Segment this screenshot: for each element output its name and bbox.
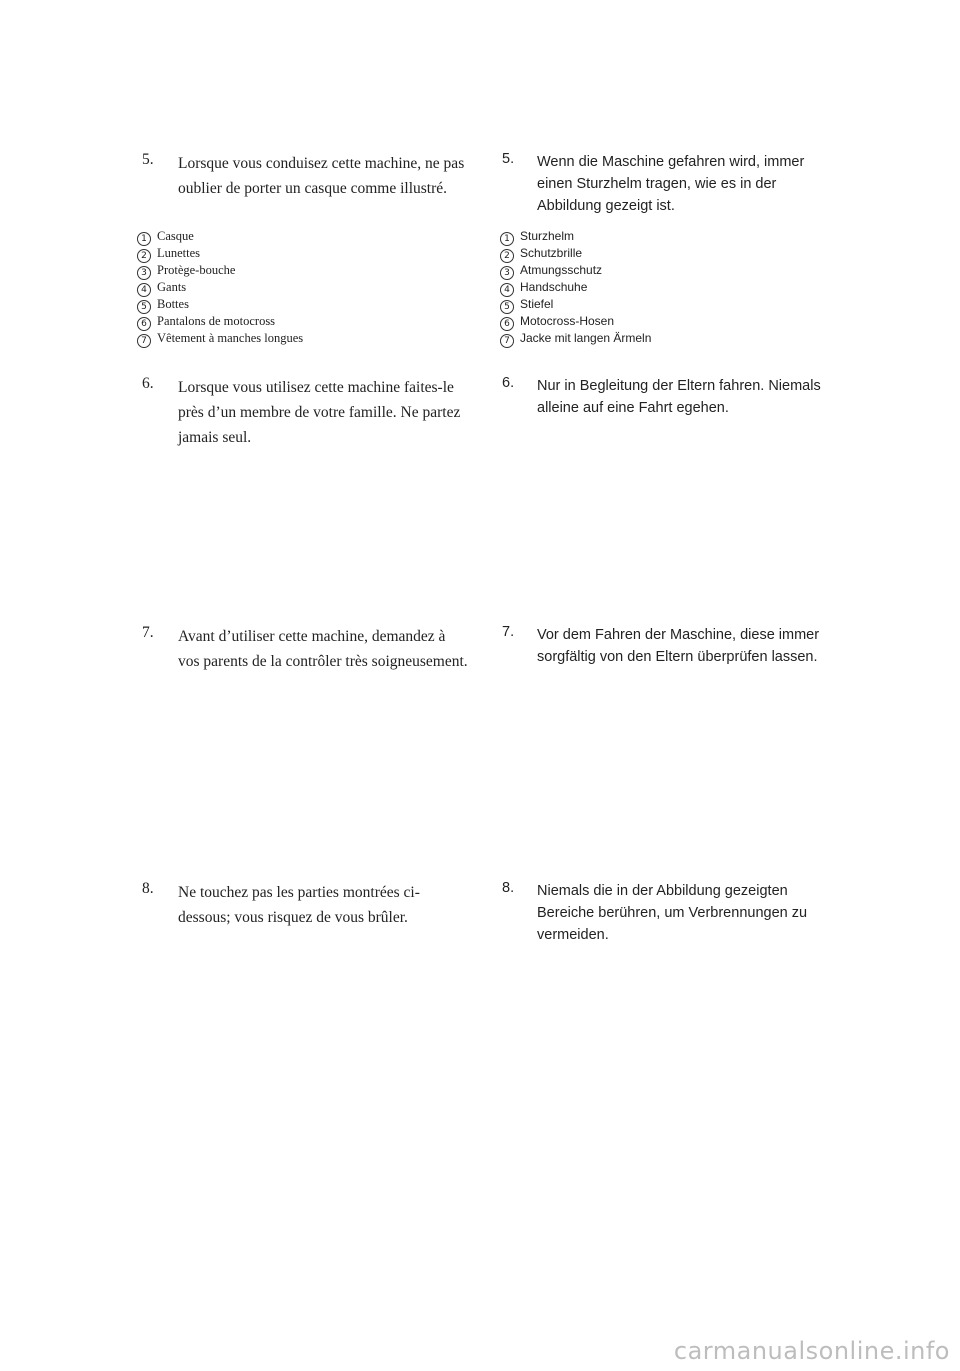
circled-number: 6 [137, 317, 151, 331]
item-text: Avant d’utiliser cette machine, demandez à vos parents de la contrôler très soigneusement. [178, 628, 468, 670]
de-item-5 [500, 151, 825, 217]
fr-item-5 [140, 151, 470, 201]
legend-item: 3 Protège-bouche [137, 263, 303, 280]
circled-number: 7 [137, 334, 151, 348]
de-item-6 [500, 375, 825, 419]
item-number: 7. [142, 624, 154, 641]
circled-number: 2 [500, 249, 514, 263]
fr-item-8 [140, 880, 470, 930]
circled-number: 3 [500, 266, 514, 280]
legend-item: 5 Bottes [137, 297, 303, 314]
de-item-8 [500, 880, 825, 946]
circled-number: 5 [500, 300, 514, 314]
item-text: Niemals die in der Abbildung gezeigten Bereiche berühren, um Verbrennungen zu vermeiden. [537, 883, 808, 943]
item-text: Lorsque vous conduisez cette machine, ne pas oublier de porter un casque comme illustré. [178, 155, 465, 197]
circled-number: 7 [500, 334, 514, 348]
item-number: 6. [502, 375, 515, 391]
legend-item: 2 Schutzbrille [500, 246, 651, 263]
watermark: carmanualsonline.info [673, 1337, 950, 1365]
item-text: Vor dem Fahren der Maschine, diese immer sorgfältig von den Eltern überprüfen lassen. [537, 627, 820, 665]
legend-item: 1 Sturzhelm [500, 229, 651, 246]
item-number: 6. [142, 375, 154, 392]
fr-item-6 [140, 375, 470, 450]
item-text: Lorsque vous utilisez cette machine faites-le près d’un membre de votre famille. Ne partez jamais seul. [178, 379, 461, 446]
item-number: 5. [142, 151, 154, 168]
circled-number: 3 [137, 266, 151, 280]
fr-legend [137, 229, 303, 348]
de-legend [500, 229, 651, 348]
item-number: 8. [142, 880, 154, 897]
circled-number: 2 [137, 249, 151, 263]
item-number: 7. [502, 624, 515, 640]
circled-number: 6 [500, 317, 514, 331]
legend-item: 7 Jacke mit langen Ärmeln [500, 331, 651, 348]
circled-number: 4 [500, 283, 514, 297]
circled-number: 5 [137, 300, 151, 314]
item-number: 8. [502, 880, 515, 896]
circled-number: 4 [137, 283, 151, 297]
legend-item: 3 Atmungsschutz [500, 263, 651, 280]
item-text: Wenn die Maschine gefahren wird, immer einen Sturzhelm tragen, wie es in der Abbildung gezeigt ist. [537, 154, 805, 214]
legend-item: 2 Lunettes [137, 246, 303, 263]
de-item-7 [500, 624, 825, 668]
legend-item: 6 Motocross-Hosen [500, 314, 651, 331]
circled-number: 1 [500, 232, 514, 246]
item-text: Nur in Begleitung der Eltern fahren. Niemals alleine auf eine Fahrt egehen. [537, 378, 821, 416]
item-number: 5. [502, 151, 515, 167]
fr-item-7 [140, 624, 470, 674]
legend-item: 6 Pantalons de motocross [137, 314, 303, 331]
item-text: Ne touchez pas les parties montrées ci-dessous; vous risquez de vous brûler. [178, 884, 420, 926]
legend-item: 7 Vêtement à manches longues [137, 331, 303, 348]
circled-number: 1 [137, 232, 151, 246]
legend-item: 4 Handschuhe [500, 280, 651, 297]
legend-item: 4 Gants [137, 280, 303, 297]
legend-item: 5 Stiefel [500, 297, 651, 314]
legend-item: 1 Casque [137, 229, 303, 246]
